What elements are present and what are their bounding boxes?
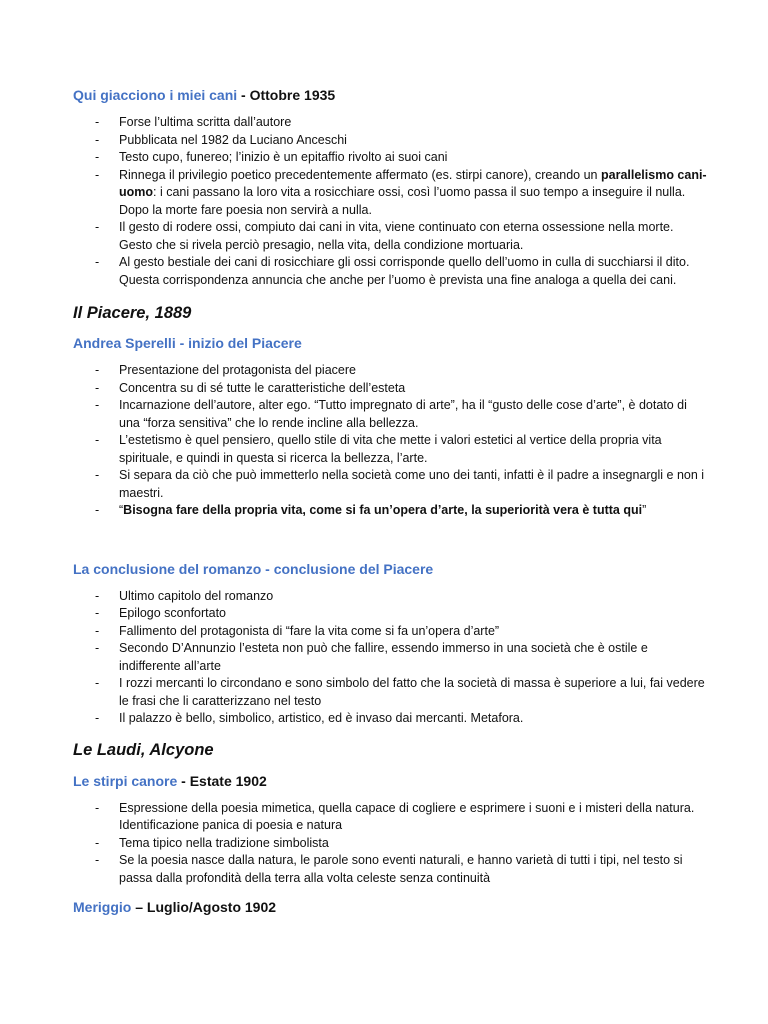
section-title-meriggio <box>73 898 708 916</box>
list-item: - Fallimento del protagonista di “fare la vita come si fa un’opera d’arte” <box>73 623 708 641</box>
bold-quote: Bisogna fare della propria vita, come si fa un’opera d’arte, la superiorità vera è tutta qui <box>123 503 643 517</box>
list-item: - Il palazzo è bello, simbolico, artistico, ed è invaso dai mercanti. Metafora. <box>73 710 708 728</box>
list-item: - Concentra su di sé tutte le caratteristiche dell’esteta <box>73 380 708 398</box>
list-item: - Epilogo sconfortato <box>73 605 708 623</box>
section-title-main: La conclusione del romanzo - conclusione del Piacere <box>73 560 434 577</box>
list-item: - Espressione della poesia mimetica, quella capace di cogliere e esprimere i suoni e i misteri della natura. Identificazione panica di poesia e natura <box>73 800 708 835</box>
section-title-main: Andrea Sperelli - inizio del Piacere <box>73 335 302 351</box>
quote-mark: “ <box>119 503 124 517</box>
list-item: - I rozzi mercanti lo circondano e sono simbolo del fatto che la società di massa è superiore a lui, fai vedere le frasi che li caratterizzano nel testo <box>73 675 708 710</box>
section-title-stirpi-canore <box>73 772 708 790</box>
list-item-text: : i cani passano la loro vita a rosicchiare ossi, così l’uomo passa il suo tempo a inseguire il nulla. Dopo la morte fare poesia non servirà a nulla. <box>119 185 686 217</box>
list-item: - Testo cupo, funereo; l’inizio è un epitaffio rivolto ai suoi cani <box>73 149 708 167</box>
list-item: - Ultimo capitolo del romanzo <box>73 588 708 606</box>
list-item: - Si separa da ciò che può immetterlo nella società come uno dei tanti, infatti è il padre a insegnargli e non i maestri. <box>73 467 708 502</box>
list-item: - Forse l’ultima scritta dall’autore <box>73 114 708 132</box>
section-title-conclusione <box>73 560 708 578</box>
heading-il-piacere: Il Piacere, 1889 <box>73 304 192 322</box>
section-title-andrea-sperelli <box>73 334 708 352</box>
quote-mark: ” <box>642 503 647 517</box>
list-stirpi-canore <box>73 800 708 888</box>
section-title-main: Meriggio <box>73 899 132 915</box>
section-title-date: - Ottobre 1935 <box>237 87 336 103</box>
list-item: - L’estetismo è quel pensiero, quello stile di vita che mette i valori estetici al vertice della propria vita spirituale, e quindi in questa si ricerca la bellezza, l’arte. <box>73 432 708 467</box>
section-title-date: – Luglio/Agosto 1902 <box>131 899 277 915</box>
list-item-text: Rinnega il privilegio poetico precedentemente affermato (es. stirpi canore), creando un <box>119 167 598 182</box>
section-title-date: - Estate 1902 <box>177 772 267 789</box>
list-item: - Secondo D’Annunzio l’esteta non può che fallire, essendo immerso in una società che è ostile e indifferente all’arte <box>73 640 708 675</box>
section-title-main: Le stirpi canore <box>73 772 178 789</box>
section-title-qui-giacciono <box>73 86 708 104</box>
list-item: - Il gesto di rodere ossi, compiuto dai cani in vita, viene continuato con eterna ossessione nella morte. Gesto che si rivela perciò presagio, nella vita, della condizione mortuaria. <box>73 219 708 254</box>
section-title-main: Qui giacciono i miei cani <box>73 87 238 103</box>
list-qui-giacciono <box>73 114 708 289</box>
list-andrea-sperelli <box>73 362 708 520</box>
list-item: - Incarnazione dell’autore, alter ego. “Tutto impregnato di arte”, ha il “gusto delle cose d’arte”, è dotato di una “forza sensitiva” che lo rende incline alla bellezza. <box>73 397 708 432</box>
list-conclusione <box>73 588 708 728</box>
list-item: - Se la poesia nasce dalla natura, le parole sono eventi naturali, e hanno varietà di tutti i tipi, nel testo si passa dalla profondità della terra alla volta celeste senza continuità <box>73 852 708 887</box>
list-item <box>73 502 708 520</box>
list-item: - Tema tipico nella tradizione simbolista <box>73 835 708 853</box>
list-item: - Al gesto bestiale dei cani di rosicchiare gli ossi corrisponde quello dell’uomo in culla di succhiarsi il dito. Questa corrispondenza annuncia che anche per l’uomo è prevista una fine analoga a quella dei cani. <box>73 254 708 289</box>
list-item <box>73 167 708 220</box>
list-item: - Pubblicata nel 1982 da Luciano Anceschi <box>73 132 708 150</box>
list-item: - Presentazione del protagonista del piacere <box>73 362 708 380</box>
bold-phrase: parallelismo cani-uomo <box>119 167 707 199</box>
heading-le-laudi: Le Laudi, Alcyone <box>73 740 214 759</box>
